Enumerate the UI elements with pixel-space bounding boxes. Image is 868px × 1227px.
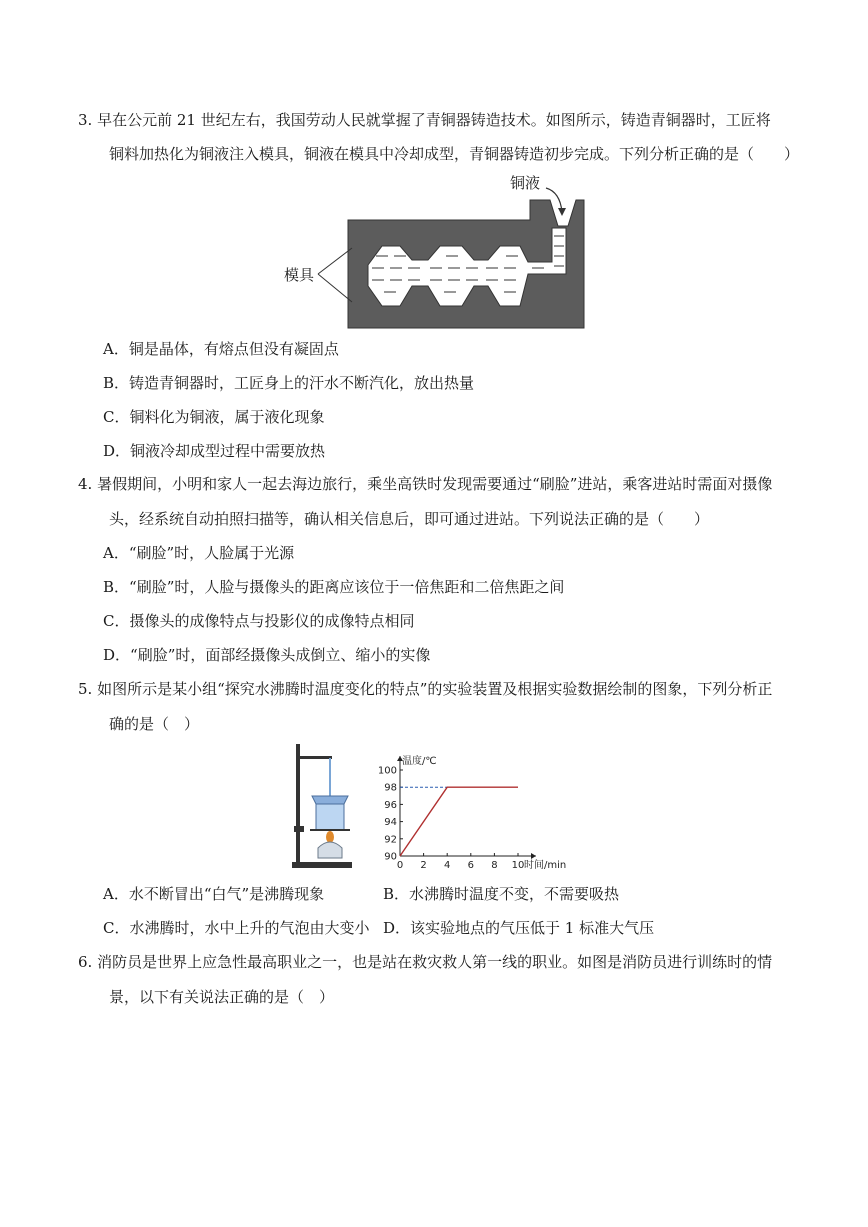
q4-option-b: B．“刷脸”时，人脸与摄像头的距离应该位于一倍焦距和二倍焦距之间 <box>103 578 565 596</box>
beaker-lid <box>312 796 348 804</box>
q5-number: 5. <box>78 680 93 698</box>
q3-option-c: C．铜料化为铜液，属于液化现象 <box>103 408 325 426</box>
liquid-label: 铜液 <box>510 174 541 192</box>
q5-stem-line1 <box>78 679 772 699</box>
y-tick-label: 94 <box>384 817 397 829</box>
q6-stem-line2: 景，以下有关说法正确的是（ ） <box>109 988 335 1006</box>
x-tick-label: 0 <box>396 860 404 871</box>
stand-base <box>292 862 352 868</box>
q3-stem-text: 早在公元前 21 世纪左右，我国劳动人民就掌握了青铜器铸造技术。如图所示，铸造青铜器时，工匠将 <box>97 111 771 129</box>
q6-number: 6. <box>78 953 93 971</box>
flame <box>326 831 334 843</box>
q4-option-d: D．“刷脸”时，面部经摄像头成倒立、缩小的实像 <box>103 646 431 664</box>
temperature-series-line <box>400 787 518 856</box>
q5-option-d: D．该实验地点的气压低于 1 标准大气压 <box>383 919 655 937</box>
q4-number: 4. <box>78 475 93 493</box>
q3-number: 3. <box>78 111 93 129</box>
q5-stem-line2: 确的是（ ） <box>109 715 200 733</box>
mold-figure <box>280 170 600 335</box>
x-tick-label: 8 <box>491 860 498 871</box>
q3-option-d: D．铜液冷却成型过程中需要放热 <box>103 442 326 460</box>
alcohol-lamp <box>318 842 342 858</box>
y-axis-label: 温度/℃ <box>402 756 437 767</box>
mold-leader-upper <box>318 248 352 274</box>
q6-stem-text: 消防员是世界上应急性最高职业之一，也是站在救灾救人第一线的职业。如图是消防员进行训练时的情 <box>97 953 773 971</box>
x-tick-label: 6 <box>467 860 474 871</box>
q5-option-b: B．水沸腾时温度不变，不需要吸热 <box>383 885 620 903</box>
mold-leader-lower <box>318 274 352 302</box>
clamp-arm <box>298 756 332 759</box>
q3-option-b: B．铸造青铜器时，工匠身上的汗水不断汽化，放出热量 <box>103 374 475 392</box>
beaker <box>316 804 344 830</box>
q4-option-a: A．“刷脸”时，人脸属于光源 <box>103 544 295 562</box>
q5-option-c: C．水沸腾时，水中上升的气泡由大变小 <box>103 919 370 937</box>
temperature-chart <box>368 748 567 874</box>
q3-option-a: A．铜是晶体，有熔点但没有凝固点 <box>103 340 339 358</box>
y-tick-label: 90 <box>384 851 397 863</box>
y-tick-label: 96 <box>384 799 397 811</box>
boiling-apparatus <box>290 740 358 872</box>
q4-stem-text: 暑假期间，小明和家人一起去海边旅行，乘坐高铁时发现需要通过“刷脸”进站，乘客进站时需面对摄像 <box>97 475 773 493</box>
q6-stem-line1 <box>78 952 772 972</box>
y-tick-label: 92 <box>384 834 397 846</box>
x-tick-label: 2 <box>420 860 427 871</box>
y-tick-label: 98 <box>384 782 397 794</box>
q5-option-a: A．水不断冒出“白气”是沸腾现象 <box>103 885 325 903</box>
stand-rod <box>296 744 300 864</box>
q4-option-c: C．摄像头的成像特点与投影仪的成像特点相同 <box>103 612 415 630</box>
x-axis-arrow <box>531 853 536 859</box>
q4-stem-line1 <box>78 474 772 494</box>
ring-clamp <box>294 826 304 832</box>
pour-arrow-head <box>558 208 566 216</box>
mold-label: 模具 <box>284 266 315 284</box>
q5-stem-text: 如图所示是某小组“探究水沸腾时温度变化的特点”的实验装置及根据实验数据绘制的图象，下列分析正 <box>97 680 773 698</box>
y-tick-label: 100 <box>377 765 397 777</box>
x-tick-label: 4 <box>444 860 451 871</box>
x-tick-label: 10 <box>511 860 525 871</box>
q4-stem-line2: 头，经系统自动拍照扫描等，确认相关信息后，即可通过进站。下列说法正确的是（ ） <box>109 510 710 528</box>
x-axis-label: 时间/min <box>524 860 567 871</box>
q3-stem-line1 <box>78 110 771 130</box>
q3-stem-line2: 铜料加热化为铜液注入模具，铜液在模具中冷却成型，青铜器铸造初步完成。下列分析正确的是（ ） <box>109 145 800 163</box>
